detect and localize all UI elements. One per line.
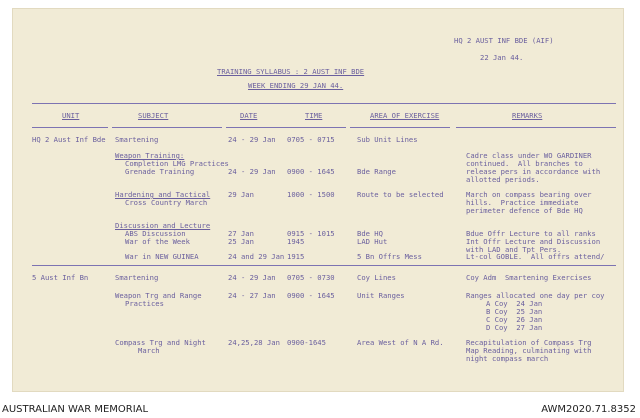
unit-5-bn: 5 Aust Inf Bn [32, 273, 89, 282]
header-rule-unit [32, 127, 108, 128]
header-rule-remarks [456, 127, 616, 128]
time: 1945 [287, 237, 305, 246]
subject: Weapon Trg and Range [115, 291, 202, 300]
area: Bde HQ [357, 229, 383, 238]
subject-heading: Hardening and Tactical [115, 190, 211, 199]
footer-source: AUSTRALIAN WAR MEMORIAL [2, 404, 149, 415]
area: Sub Unit Lines [357, 135, 418, 144]
remark: with LAD and Tpt Pers. [466, 245, 562, 254]
column-unit: UNIT [62, 111, 80, 120]
area: LAD Hut [357, 237, 388, 246]
date: 25 Jan [228, 237, 254, 246]
remark: Recapitulation of Compass Trg [466, 338, 592, 347]
remark: C Coy 26 Jan [486, 315, 543, 324]
section-divider [32, 265, 616, 266]
date: 29 Jan [228, 190, 254, 199]
date: 24,25,28 Jan [228, 338, 280, 347]
date: 24 - 29 Jan [228, 273, 276, 282]
time: 1915 [287, 252, 305, 261]
header-rule-area [350, 127, 450, 128]
remark: perimeter defence of Bde HQ [466, 206, 583, 215]
subject: Practices [125, 299, 164, 308]
remark: Lt-col GOBLE. All offrs attend/ [466, 252, 605, 261]
column-subject: SUBJECT [138, 111, 169, 120]
remark: B Coy 25 Jan [486, 307, 543, 316]
header-rule-datetime [226, 127, 346, 128]
time: 0915 - 1015 [287, 229, 335, 238]
remark: allotted periods. [466, 175, 540, 184]
subject: Grenade Training [125, 167, 195, 176]
column-area: AREA OF EXERCISE [370, 111, 440, 120]
remark: hills. Practice immediate [466, 198, 579, 207]
area: Coy Lines [357, 273, 396, 282]
subject: March [138, 346, 160, 355]
area: Bde Range [357, 167, 396, 176]
date: 24 and 29 Jan [228, 252, 285, 261]
unit-hq: HQ 2 Aust Inf Bde [32, 135, 106, 144]
time: 1000 - 1500 [287, 190, 335, 199]
subject: Smartening [115, 135, 159, 144]
subject-heading: Weapon Training: [115, 151, 185, 160]
subject: Cross Country March [125, 198, 208, 207]
remark: Bdue Offr Lecture to all ranks [466, 229, 596, 238]
subject: War in NEW GUINEA [125, 252, 199, 261]
date: 27 Jan [228, 229, 254, 238]
time: 0900 - 1645 [287, 291, 335, 300]
subject-heading: Discussion and Lecture [115, 221, 211, 230]
remark: Ranges allocated one day per coy [466, 291, 605, 300]
remark: Cadre class under WO GARDINER [466, 151, 592, 160]
footer-accession: AWM2020.71.8352 [541, 404, 636, 415]
remark: release pers in accordance with [466, 167, 601, 176]
document-title: TRAINING SYLLABUS : 2 AUST INF BDE [217, 67, 365, 76]
subject: Smartening [115, 273, 159, 282]
column-time: TIME [305, 111, 323, 120]
remark: Map Reading, culminating with [466, 346, 592, 355]
header-top-rule [32, 103, 616, 104]
time: 0900 - 1645 [287, 167, 335, 176]
hq-reference: HQ 2 AUST INF BDE (AIF) [454, 36, 554, 45]
remark: Int Offr Lecture and Discussion [466, 237, 601, 246]
area: Area West of N A Rd. [357, 338, 444, 347]
subject: Compass Trg and Night [115, 338, 206, 347]
document-date: 22 Jan 44. [480, 53, 524, 62]
time: 0705 - 0715 [287, 135, 335, 144]
date: 24 - 27 Jan [228, 291, 276, 300]
subject: War of the Week [125, 237, 190, 246]
subject: Completion LMG Practices [125, 159, 229, 168]
area: Unit Ranges [357, 291, 405, 300]
column-remarks: REMARKS [512, 111, 543, 120]
time: 0705 - 0730 [287, 273, 335, 282]
document-subtitle: WEEK ENDING 29 JAN 44. [248, 81, 344, 90]
column-date: DATE [240, 111, 258, 120]
header-rule-subject [112, 127, 222, 128]
remark: night compass march [466, 354, 549, 363]
date: 24 - 29 Jan [228, 167, 276, 176]
remark: A Coy 24 Jan [486, 299, 543, 308]
area: 5 Bn Offrs Mess [357, 252, 422, 261]
area: Route to be selected [357, 190, 444, 199]
remark: March on compass bearing over [466, 190, 592, 199]
remark: D Coy 27 Jan [486, 323, 543, 332]
date: 24 - 29 Jan [228, 135, 276, 144]
time: 0900-1645 [287, 338, 326, 347]
remark: continued. All branches to [466, 159, 583, 168]
subject: ABS Discussion [125, 229, 186, 238]
remark: Coy Adm Smartening Exercises [466, 273, 592, 282]
